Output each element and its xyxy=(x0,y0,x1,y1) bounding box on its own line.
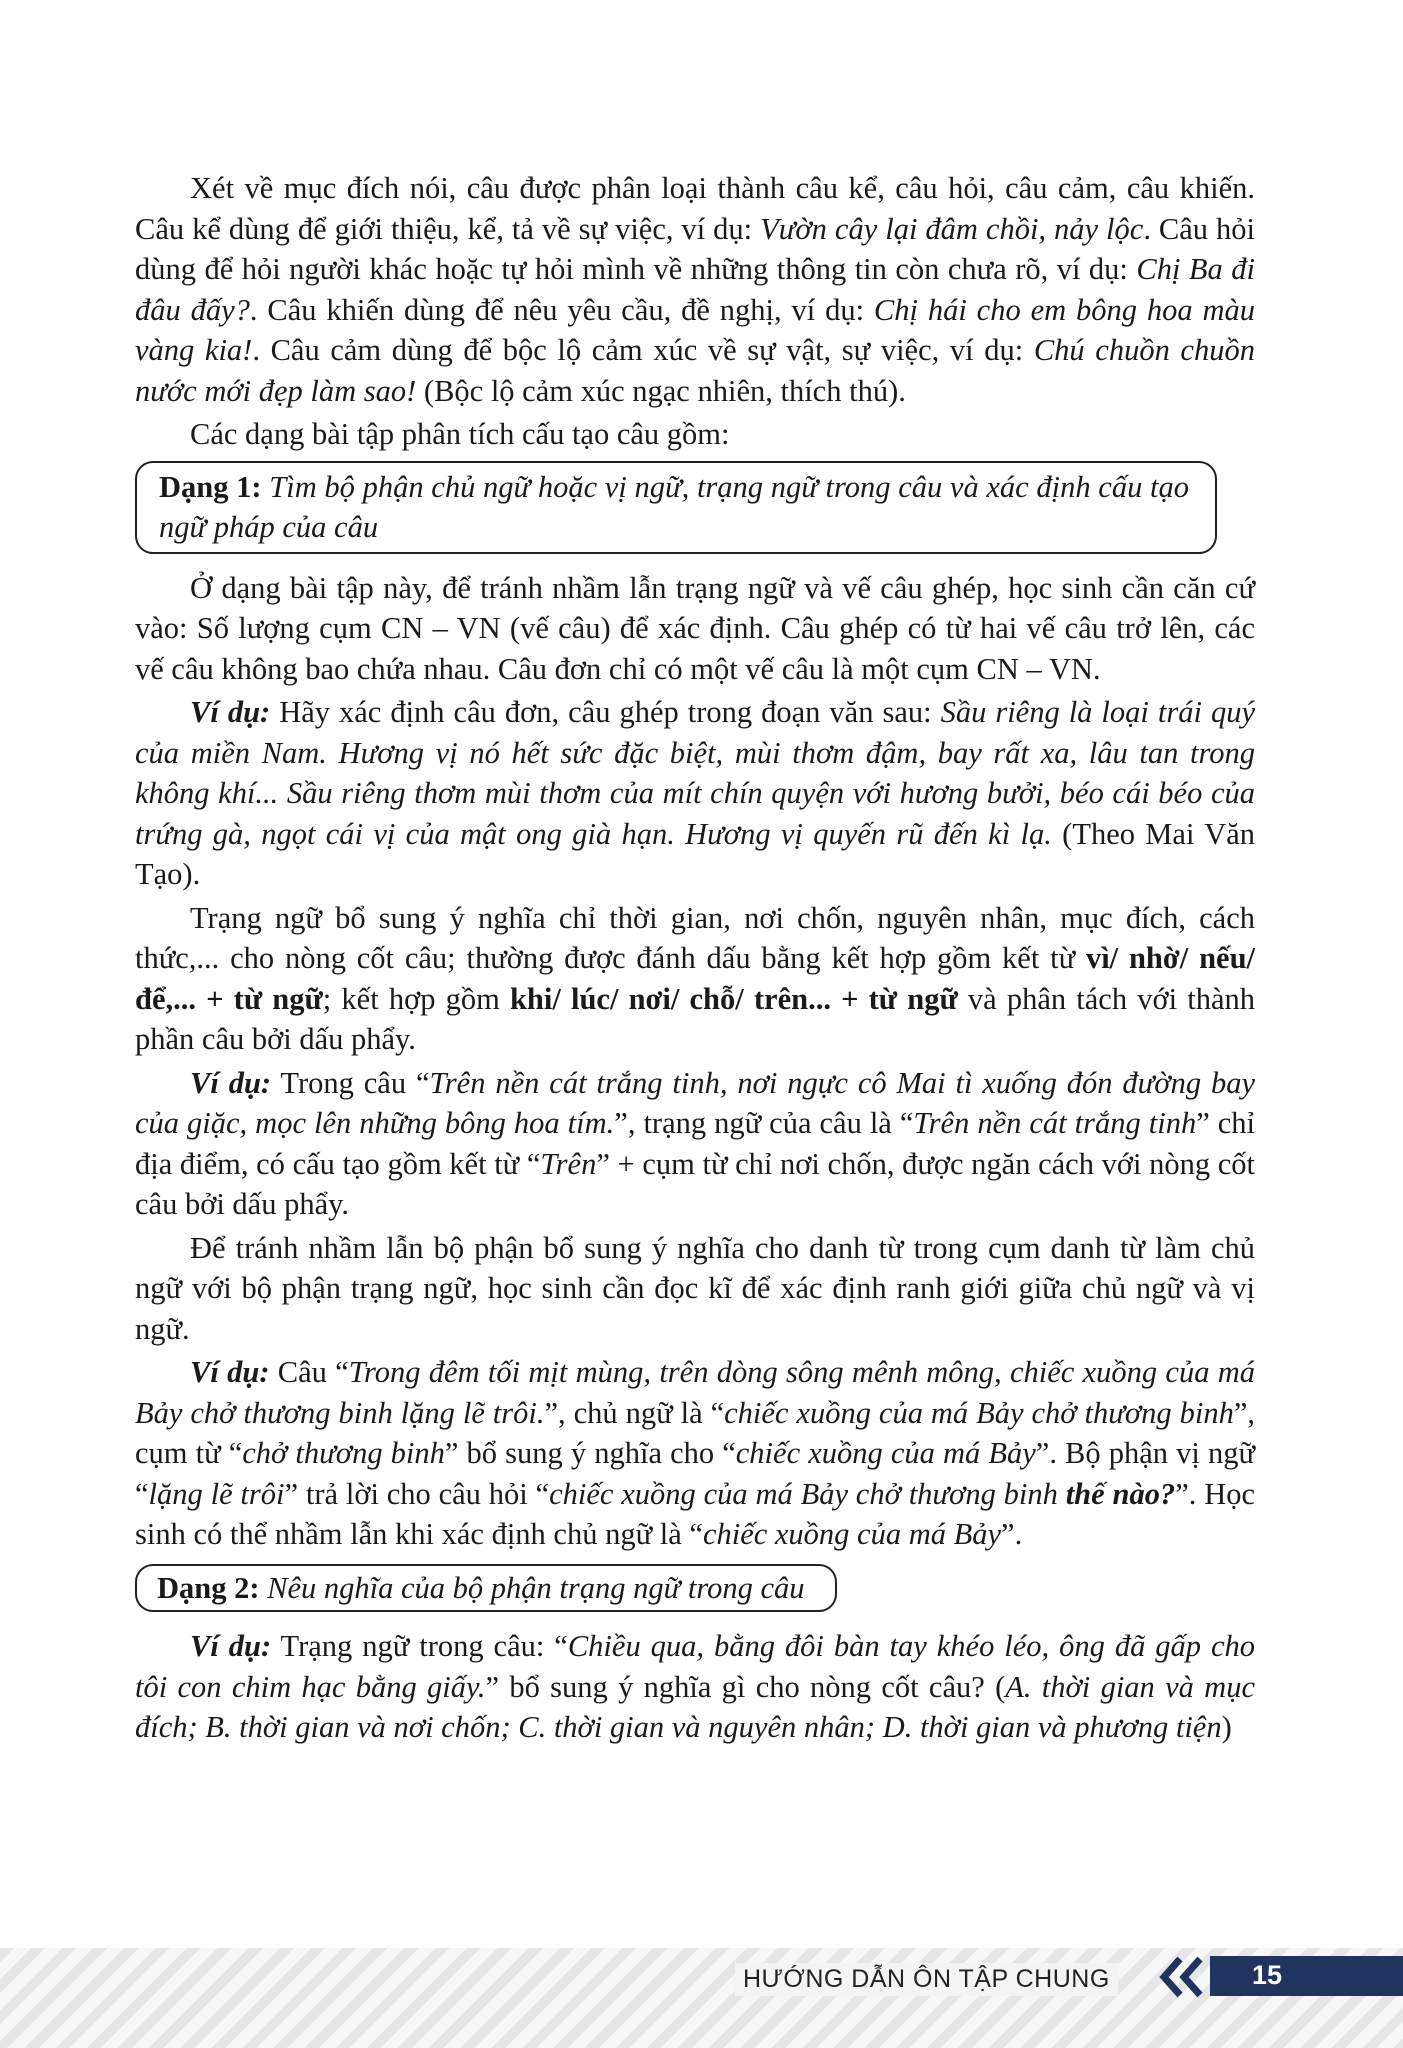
paragraph-compound-sentence: Ở dạng bài tập này, để tránh nhầm lẫn trạng ngữ và vế câu ghép, học sinh cần căn cứ vào: Số lượng cụm CN – VN (vế câu) để xác định. Câu ghép có từ hai vế câu trở lên, các vế câu không bao chứa nhau. Câu đơn chỉ có một vế câu là một cụm CN – VN. xyxy=(135,570,1255,686)
paragraph-exercise-types: Các dạng bài tập phân tích cấu tạo câu gồm: xyxy=(190,417,730,451)
exercise-type-2-label: Dạng 2: xyxy=(157,1570,260,1605)
paragraph-subject-boundary: Để tránh nhầm lẫn bộ phận bổ sung ý nghĩa cho danh từ trong cụm danh từ làm chủ ngữ với bộ phận trạng ngữ, học sinh cần đọc kĩ để xác định ranh giới giữa chủ ngữ và vị ngữ. xyxy=(135,1230,1255,1346)
chevron-left-double-icon xyxy=(1158,1955,1208,1999)
exercise-type-2-title: Nêu nghĩa của bộ phận trạng ngữ trong câu xyxy=(267,1570,805,1605)
exercise-type-1-box xyxy=(135,461,1217,554)
paragraph-example-2: Ví dụ: Trong câu “Trên nền cát trắng tinh, nơi ngực cô Mai tì xuống đón đường bay của giặc, mọc lên những bông hoa tím.”, trạng ngữ của câu là “Trên nền cát trắng tinh” chỉ địa điểm, có cấu tạo gồm kết từ “Trên” + cụm từ chỉ nơi chốn, được ngăn cách với nòng cốt câu bởi dấu phẩy. xyxy=(135,1065,1256,1221)
page-number-box xyxy=(1210,1956,1403,1996)
footer-title: HƯỚNG DẪN ÔN TẬP CHUNG xyxy=(735,1963,1118,1996)
paragraph-example-1: Ví dụ: Hãy xác định câu đơn, câu ghép trong đoạn văn sau: Sầu riêng là loại trái quý của miền Nam. Hương vị nó hết sức đặc biệt, mùi thơm đậm, bay rất xa, lâu tan trong không khí... Sầu riêng thơm mùi thơm của mít chín quyện với hương bưởi, béo cái béo của trứng gà, ngọt cái vị của mật ong già hạn. Hương vị quyến rũ đến kì lạ. (Theo Mai Văn Tạo). xyxy=(135,695,1256,891)
exercise-type-2-box xyxy=(135,1564,837,1613)
page-body xyxy=(135,168,1255,1751)
paragraph-example-4: Ví dụ: Trạng ngữ trong câu: “Chiều qua, bằng đôi bàn tay khéo léo, ông đã gấp cho tôi con chim hạc bằng giấy.” bổ sung ý nghĩa gì cho nòng cốt câu? (A. thời gian và mục đích; B. thời gian và nơi chốn; C. thời gian và nguyên nhân; D. thời gian và phương tiện) xyxy=(135,1629,1256,1744)
paragraph-adverbial: Trạng ngữ bổ sung ý nghĩa chỉ thời gian, nơi chốn, nguyên nhân, mục đích, cách thức,... cho nòng cốt câu; thường được đánh dấu bằng kết hợp gồm kết từ vì/ nhờ/ nếu/ để,... + từ ngữ; kết hợp gồm khi/ lúc/ nơi/ chỗ/ trên... + từ ngữ và phân tách với thành phần câu bởi dấu phẩy. xyxy=(135,900,1256,1056)
exercise-type-1-title: Tìm bộ phận chủ ngữ hoặc vị ngữ, trạng ngữ trong câu và xác định cấu tạo ngữ pháp của câu xyxy=(159,469,1189,544)
exercise-type-1-label: Dạng 1: xyxy=(159,469,262,504)
paragraph-example-3: Ví dụ: Câu “Trong đêm tối mịt mùng, trên dòng sông mênh mông, chiếc xuồng của má Bảy chở thương binh lặng lẽ trôi.”, chủ ngữ là “chiếc xuồng của má Bảy chở thương binh”, cụm từ “chở thương binh” bổ sung ý nghĩa cho “chiếc xuồng của má Bảy”. Bộ phận vị ngữ “lặng lẽ trôi” trả lời cho câu hỏi “chiếc xuồng của má Bảy chở thương binh thế nào?”. Học sinh có thể nhầm lẫn khi xác định chủ ngữ là “chiếc xuồng của má Bảy”. xyxy=(135,1355,1256,1551)
page-number: 15 xyxy=(1252,1960,1283,1990)
paragraph-sentence-purpose: Xét về mục đích nói, câu được phân loại thành câu kể, câu hỏi, câu cảm, câu khiến. Câu kể dùng để giới thiệu, kể, tả về sự việc, ví dụ: Vườn cây lại đâm chồi, nảy lộc. Câu hỏi dùng để hỏi người khác hoặc tự hỏi mình về những thông tin còn chưa rõ, ví dụ: Chị Ba đi đâu đấy?. Câu khiến dùng để nêu yêu cầu, đề nghị, ví dụ: Chị hái cho em bông hoa màu vàng kia!. Câu cảm dùng để bộc lộ cảm xúc về sự vật, sự việc, ví dụ: Chú chuồn chuồn nước mới đẹp làm sao! (Bộc lộ cảm xúc ngạc nhiên, thích thú). xyxy=(135,171,1256,408)
